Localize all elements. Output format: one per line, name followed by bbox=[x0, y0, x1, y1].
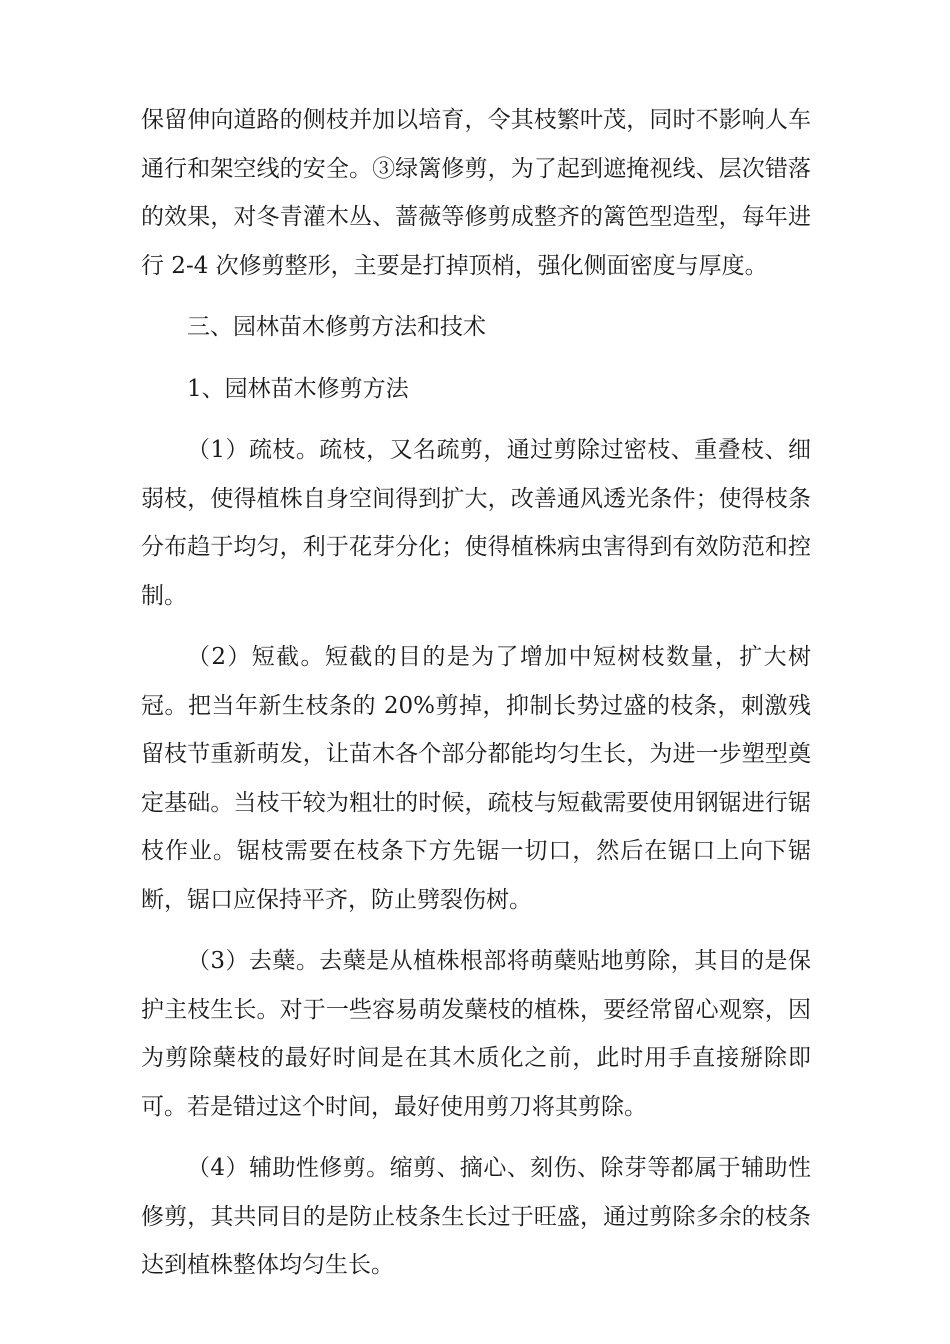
subsection-heading: 1、园林苗木修剪方法 bbox=[187, 375, 409, 402]
document-body bbox=[141, 96, 811, 1303]
paragraph-continuation: 保留伸向道路的侧枝并加以培育，令其枝繁叶茂，同时不影响人车通行和架空线的安全。③绿篱修剪，为了起到遮掩视线、层次错落的效果，对冬青灌木丛、蔷薇等修剪成整齐的篱笆型造型，每年进行 2-4 次修剪整形，主要是打掉顶梢，强化侧面密度与厚度。 bbox=[141, 107, 811, 279]
paragraph-heading-back: （2）短截。短截的目的是为了增加中短树枝数量，扩大树冠。把当年新生枝条的 20%剪掉，抑制长势过盛的枝条，刺激残留枝节重新萌发，让苗木各个部分都能均匀生长，为进一步塑型奠定基础。当枝干较为粗壮的时候，疏枝与短截需要使用钢锯进行锯枝作业。锯枝需要在枝条下方先锯一切口，然后在锯口上向下锯断，锯口应保持平齐，防止劈裂伤树。 bbox=[141, 644, 811, 913]
paragraph-thinning: （1）疏枝。疏枝，又名疏剪，通过剪除过密枝、重叠枝、细弱枝，使得植株自身空间得到扩大，改善通风透光条件；使得枝条分布趋于均匀，利于花芽分化；使得植株病虫害得到有效防范和控制。 bbox=[141, 437, 811, 609]
section-heading: 三、园林苗木修剪方法和技术 bbox=[187, 314, 486, 340]
paragraph-sucker-removal: （3）去蘖。去蘖是从植株根部将萌蘖贴地剪除，其目的是保护主枝生长。对于一些容易萌发蘖枝的植株，要经常留心观察，因为剪除蘖枝的最好时间是在其木质化之前，此时用手直接掰除即可。若是错过这个时间，最好使用剪刀将其剪除。 bbox=[141, 948, 811, 1120]
paragraph-auxiliary-pruning: （4）辅助性修剪。缩剪、摘心、刻伤、除芽等都属于辅助性修剪，其共同目的是防止枝条生长过于旺盛，通过剪除多余的枝条达到植株整体均匀生长。 bbox=[141, 1155, 811, 1278]
